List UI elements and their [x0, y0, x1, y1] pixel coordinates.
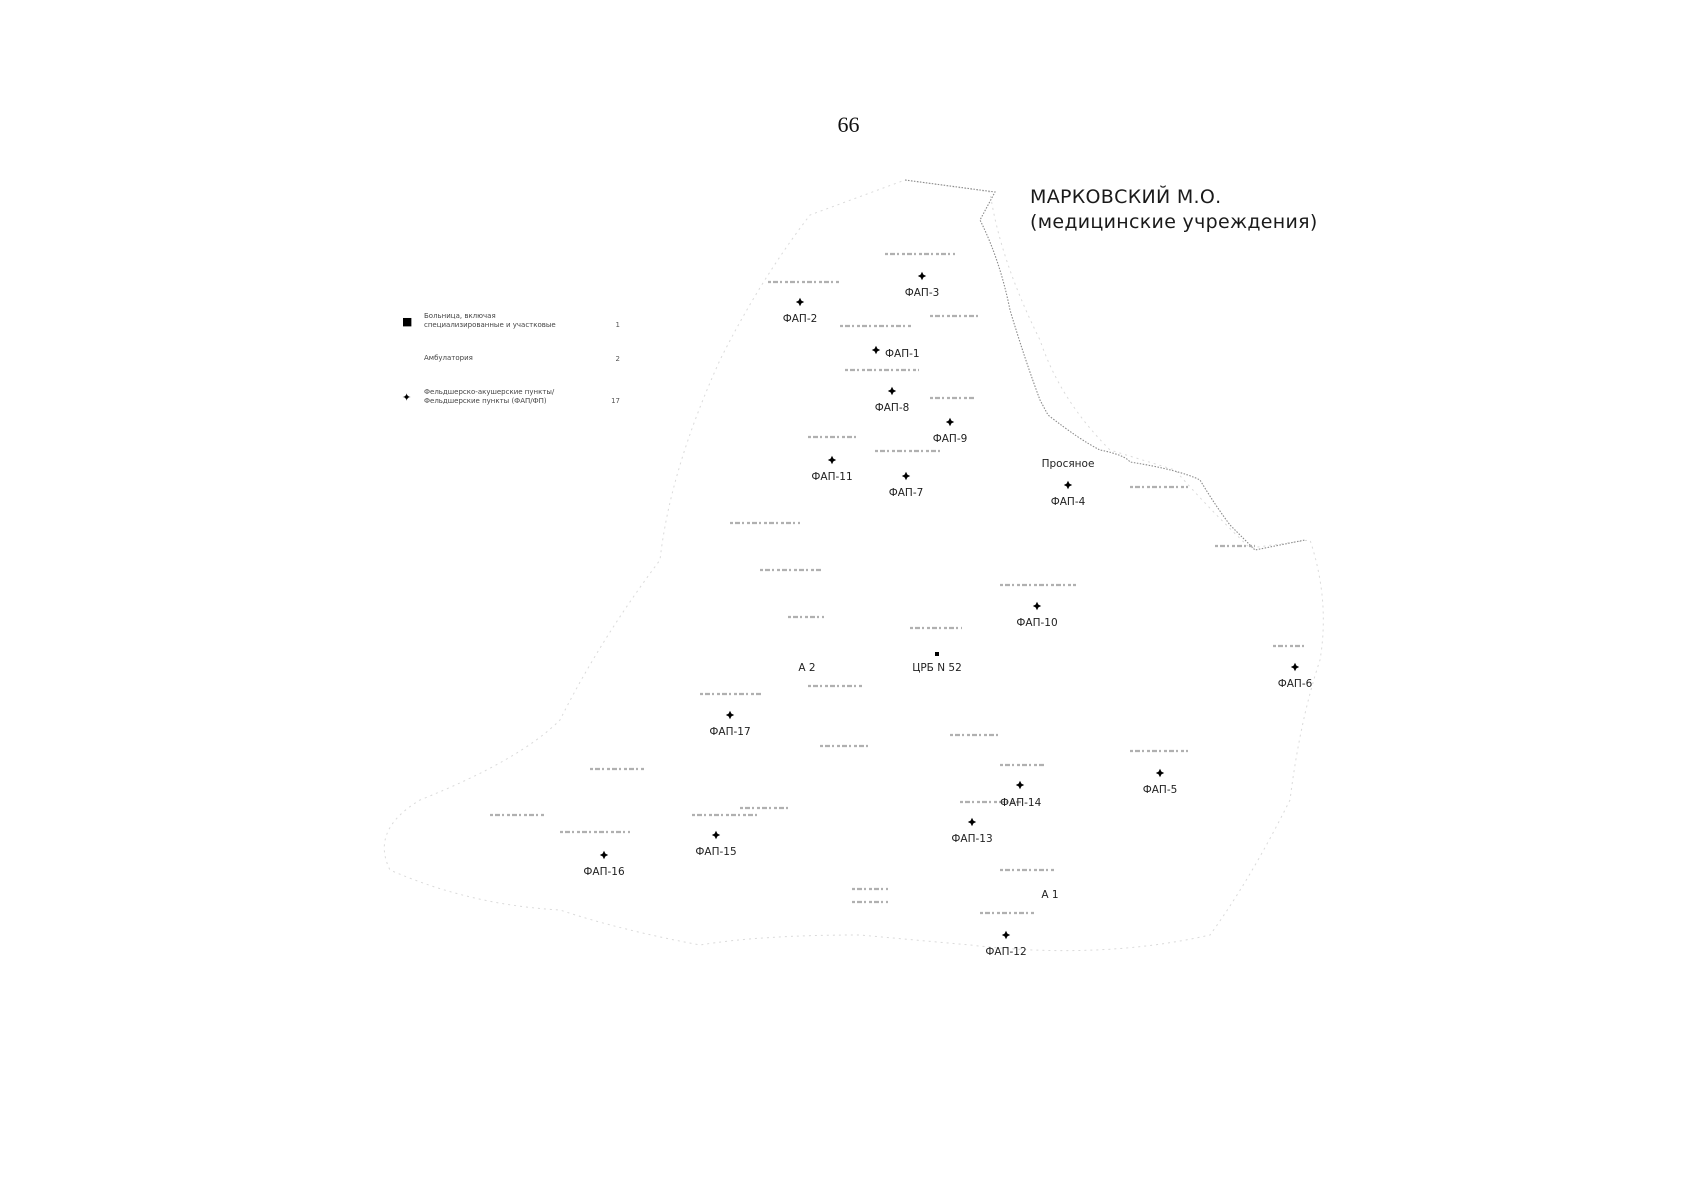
fap-marker-icon — [796, 298, 804, 306]
fap-marker-icon — [712, 831, 720, 839]
facility-label-фап-6: ФАП-6 — [1277, 678, 1313, 690]
legend-count: 1 — [615, 321, 620, 329]
district-border — [905, 180, 1305, 550]
legend-item-fap — [400, 388, 630, 406]
fap-marker-icon — [828, 456, 836, 464]
facility-label-фап-14: ФАП-14 — [1000, 797, 1042, 809]
facility-label-фап-10: ФАП-10 — [1016, 617, 1058, 629]
facility-label-а-1: А 1 — [1041, 889, 1059, 901]
facility-label-црб-n-52: ЦРБ N 52 — [912, 662, 962, 674]
facility-label-фап-3: ФАП-3 — [904, 287, 940, 299]
facility-label-фап-9: ФАП-9 — [932, 433, 968, 445]
fap-marker-icon — [918, 272, 926, 280]
fap-marker-icon — [1002, 931, 1010, 939]
fap-marker-icon — [600, 851, 608, 859]
legend-text: Амбулатория — [424, 354, 473, 362]
facility-markers — [583, 272, 1312, 958]
legend-text: Больница, включая — [424, 312, 496, 320]
map-title-line1: МАРКОВСКИЙ М.О. — [1030, 186, 1222, 208]
hospital-marker-icon — [935, 652, 939, 656]
fap-marker-icon — [1016, 781, 1024, 789]
fap-marker-icon — [1291, 663, 1299, 671]
legend-text: специализированные и участковые — [424, 321, 556, 329]
facility-label-фап-8: ФАП-8 — [874, 402, 910, 414]
map-title-line2: (медицинские учреждения) — [1030, 211, 1318, 233]
facility-label-фап-15: ФАП-15 — [695, 846, 737, 858]
star-icon: ✦ — [402, 391, 412, 404]
facility-label-фап-16: ФАП-16 — [583, 866, 625, 878]
legend-item-ambulatory — [400, 354, 630, 364]
fap-marker-icon — [1156, 769, 1164, 777]
fap-marker-icon — [1064, 481, 1072, 489]
fap-marker-icon — [1033, 602, 1041, 610]
facility-label-фап-17: ФАП-17 — [709, 726, 751, 738]
facility-label-фап-12: ФАП-12 — [985, 946, 1027, 958]
facility-label-а-2: А 2 — [798, 662, 816, 674]
page-number: 66 — [837, 112, 860, 137]
facility-label-фап-13: ФАП-13 — [951, 833, 993, 845]
facility-label-фап-1: ФАП-1 — [885, 348, 920, 360]
fap-marker-icon — [872, 346, 880, 354]
legend-text: Фельдшерские пункты (ФАП/ФП) — [424, 397, 547, 405]
fap-marker-icon — [968, 818, 976, 826]
fap-marker-icon — [726, 711, 734, 719]
settlement-label: Просяное — [1041, 458, 1095, 470]
facility-label-фап-5: ФАП-5 — [1142, 784, 1178, 796]
legend-text: Фельдшерско-акушерские пункты/ — [424, 388, 555, 396]
legend — [400, 312, 630, 430]
square-icon: ■ — [402, 315, 413, 328]
facility-label-фап-4: ФАП-4 — [1050, 496, 1086, 508]
fap-marker-icon — [946, 418, 954, 426]
facility-label-фап-11: ФАП-11 — [811, 471, 853, 483]
district-outline — [384, 180, 1323, 951]
legend-count: 2 — [615, 355, 620, 363]
fap-marker-icon — [902, 472, 910, 480]
facility-label-фап-2: ФАП-2 — [782, 313, 818, 325]
legend-item-hospital — [400, 312, 630, 330]
fap-marker-icon — [888, 387, 896, 395]
facility-label-фап-7: ФАП-7 — [888, 487, 924, 499]
legend-count: 17 — [611, 397, 620, 405]
